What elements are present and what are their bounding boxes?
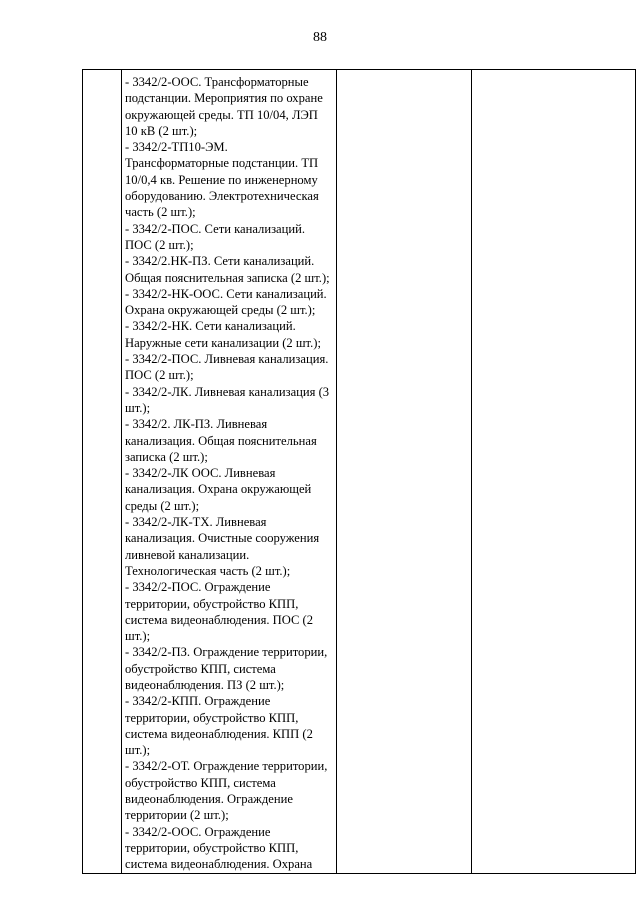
document-list	[122, 70, 336, 873]
list-item: - 3342/2-ПОС. Ограждение территории, обустройство КПП, система видеонаблюдения. ПОС (2 шт.);	[125, 580, 314, 644]
list-item: - 3342/2-НК. Сети канализаций. Наружные сети канализации (2 шт.);	[125, 319, 321, 350]
list-item: - 3342/2-НК-ООС. Сети канализаций. Охрана окружающей среды (2 шт.);	[125, 286, 327, 318]
table-row	[83, 70, 636, 874]
list-item: - 3342/2-КПП. Ограждение территории, обустройство КПП, система видеонаблюдения. КПП (2 шт.);	[125, 694, 313, 758]
list-item: - 3342/2-ОТ. Ограждение территории, обустройство КПП, система видеонаблюдения. Ограждение территории (2 шт.);	[125, 759, 328, 823]
list-item: - 3342/2-ТП10-ЭМ. Трансформаторные подстанции. ТП 10/0,4 кв. Решение по инженерному оборудованию. Электротехническая часть (2 шт.);	[125, 140, 319, 220]
list-item: - 3342/2-ООС. Ограждение территории, обустройство КПП, система видеонаблюдения. Охрана	[125, 824, 313, 872]
list-item: - 3342/2-ООС. Трансформаторные подстанции. Мероприятия по охране окружающей среды. ТП 10/04, ЛЭП 10 кВ (2 шт.);	[125, 75, 323, 138]
page-number: 88	[313, 30, 327, 45]
document-table	[82, 69, 636, 874]
list-item: - 3342/2. ЛК-ПЗ. Ливневая канализация. Общая пояснительная записка (2 шт.);	[125, 417, 317, 464]
table-cell-empty	[337, 70, 472, 874]
list-item: - 3342/2.НК-ПЗ. Сети канализаций. Общая пояснительная записка (2 шт.);	[125, 254, 330, 285]
table-cell-index	[83, 70, 122, 874]
list-item: - 3342/2-ПОС. Сети канализаций. ПОС (2 шт.);	[125, 221, 306, 252]
list-item: - 3342/2-ПОС. Ливневая канализация. ПОС (2 шт.);	[125, 352, 329, 383]
table-cell-documents	[122, 70, 337, 874]
list-item: - 3342/2-ЛК ООС. Ливневая канализация. Охрана окружающей среды (2 шт.);	[125, 466, 312, 513]
list-item: - 3342/2-ЛК-ТХ. Ливневая канализация. Очистные сооружения ливневой канализации. Технологическая часть (2 шт.);	[125, 515, 320, 578]
list-item: - 3342/2-ПЗ. Ограждение территории, обустройство КПП, система видеонаблюдения. ПЗ (2 шт.);	[125, 645, 328, 692]
table-cell-empty	[472, 70, 636, 874]
list-item: - 3342/2-ЛК. Ливневая канализация (3 шт.);	[125, 384, 330, 415]
